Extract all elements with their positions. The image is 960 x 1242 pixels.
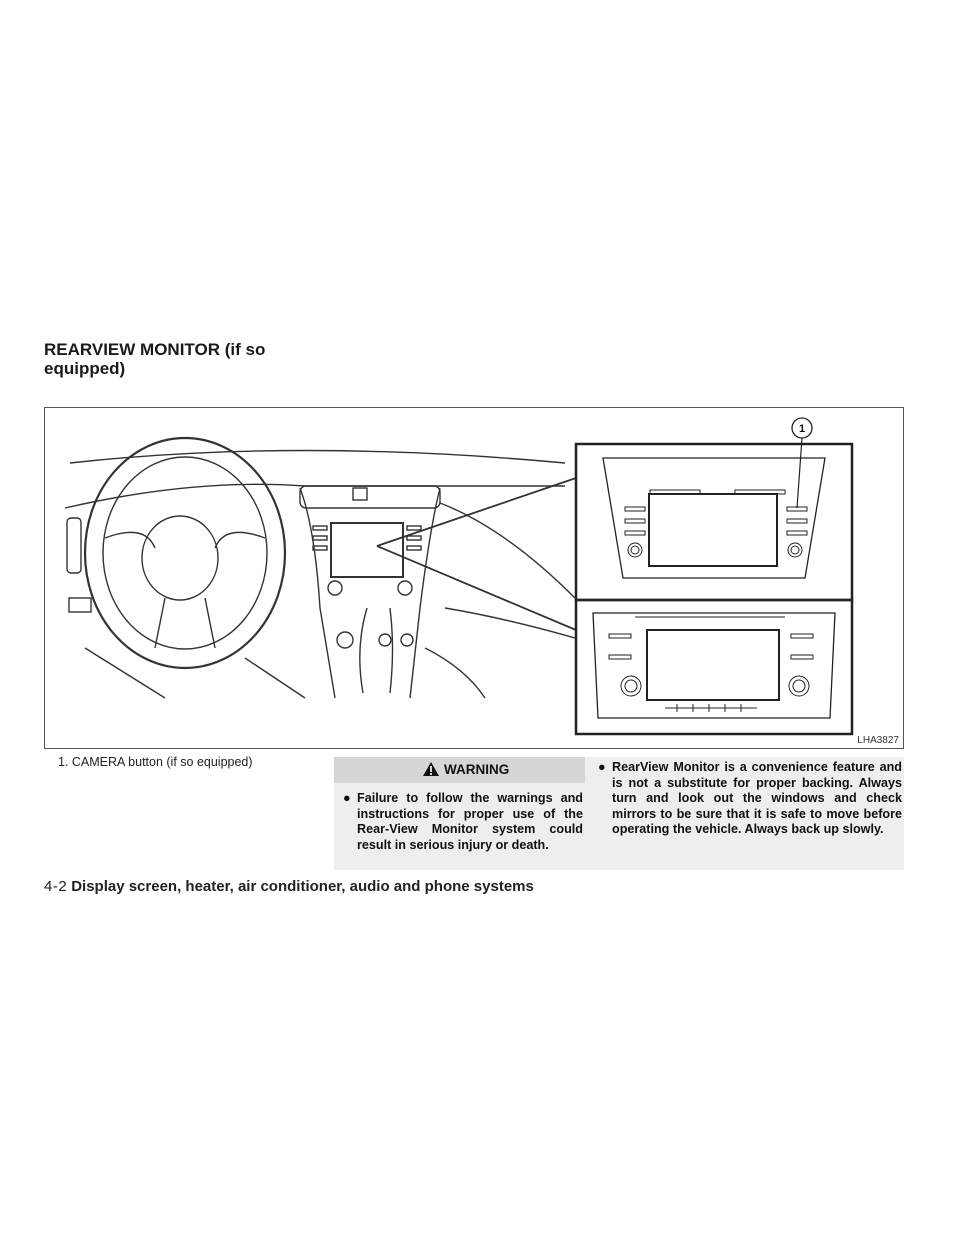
warning-header [334, 757, 585, 783]
warning-title: WARNING [444, 762, 510, 777]
chapter-title: Display screen, heater, air conditioner, audio and phone systems [71, 878, 534, 895]
bullet-dot: ● [343, 791, 351, 805]
warning-triangle-icon [422, 761, 440, 777]
page-number: 4-2 [44, 878, 68, 895]
warning-item-text: Failure to follow the warnings and instructions for proper use of the Rear-View Monitor system could result in serious injury or death. [357, 791, 583, 852]
figure-caption: 1. CAMERA button (if so equipped) [58, 755, 253, 769]
callout-number: 1 [798, 423, 806, 435]
figure-code: LHA3827 [857, 735, 899, 746]
bullet-dot: ● [598, 760, 606, 774]
dashboard-illustration [45, 408, 905, 750]
warning-item [598, 760, 902, 838]
warning-item-text: RearView Monitor is a convenience feature and is not a substitute for proper backing. Always turn and look out the windows and check mirrors to be sure that it is safe to move before operating the vehicle. Always back up slowly. [612, 760, 902, 836]
warning-item [343, 791, 583, 853]
dashboard-figure [44, 407, 904, 749]
section-title: REARVIEW MONITOR (if so equipped) [44, 340, 266, 378]
page-footer [44, 878, 534, 895]
